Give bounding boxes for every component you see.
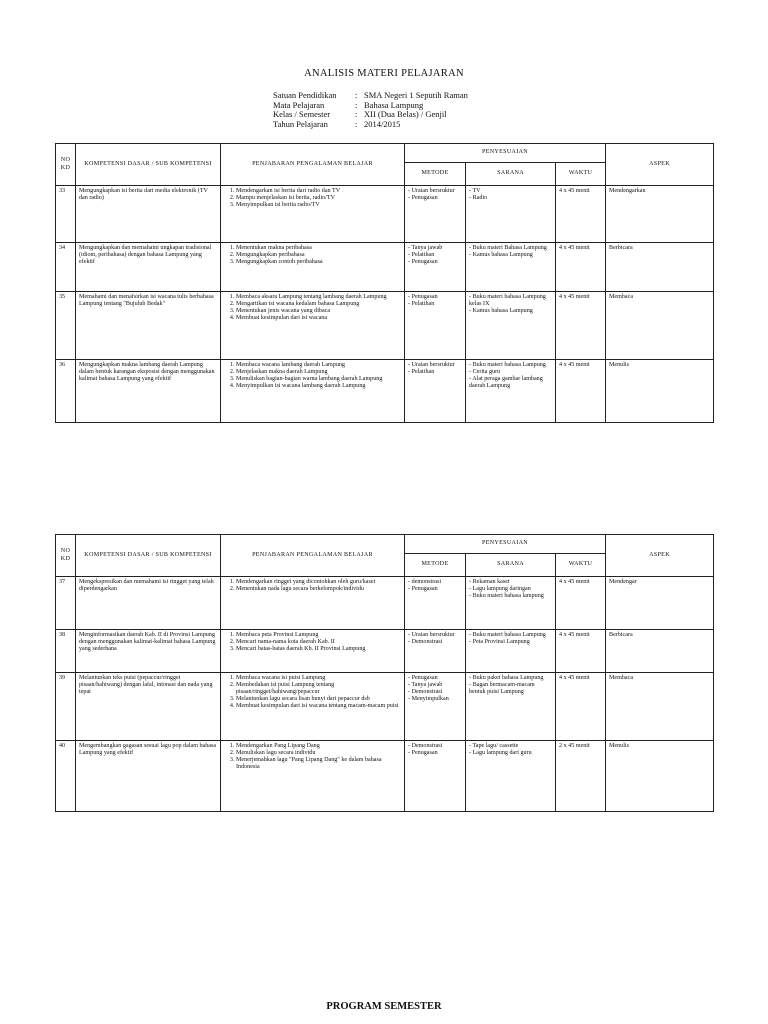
- header-waktu: WAKTU: [556, 554, 606, 577]
- meta-value: 2014/2015: [364, 118, 401, 129]
- sarana-item: - Buku materi bahasa Lampung: [469, 362, 552, 369]
- metode-item: - Penugasan: [408, 294, 462, 301]
- metode-item: - Penugasan: [408, 195, 462, 202]
- metode-cell: [405, 630, 466, 673]
- penjabaran-item: 2. Mampu menjelaskan isi berita, radio/TV: [236, 195, 401, 202]
- footer-heading: PROGRAM SEMESTER: [326, 1001, 442, 1012]
- kd-text: Mengungkapkan makna lambang daerah Lampung dalam bentuk karangan eksposisi dengan menggunakan kalimat bahasa Lampung yang efektif: [76, 360, 221, 423]
- kd-number: 38: [56, 630, 76, 673]
- sarana-item: - Lagu lampung dari guru: [469, 750, 552, 757]
- meta-separator: :: [355, 109, 358, 120]
- table-row: [56, 741, 714, 812]
- metode-cell: [405, 577, 466, 630]
- sarana-item: - Bagan bermacam-macam bentuk puisi Lampung: [469, 682, 552, 696]
- metode-item: - Menyimpulkan: [408, 696, 462, 703]
- metode-item: - Pelatihan: [408, 301, 462, 308]
- kd-text: Menginformasikan daerah Kab. II di Provinsi Lampung dengan menggunakan kalimat-kalimat bahasa Lampung yang sederhana: [76, 630, 221, 673]
- metode-cell: [405, 292, 466, 360]
- aspek-cell: Berbicara: [606, 243, 714, 292]
- penjabaran-item: 2. Mengungkapkan peribahasa: [236, 252, 401, 259]
- aspek-cell: Mendengar: [606, 577, 714, 630]
- metode-item: - Penugasan: [408, 586, 462, 593]
- waktu-cell: 4 x 45 menit: [556, 360, 606, 423]
- metode-cell: [405, 673, 466, 741]
- sarana-cell: [466, 243, 556, 292]
- sarana-cell: [466, 186, 556, 243]
- metode-item: - Demonstrasi: [408, 743, 462, 750]
- meta-row-tahun: [273, 120, 468, 130]
- penjabaran-item: 2. Menuliskan lagu secara individu: [236, 750, 401, 757]
- header-kompetensi: KOMPETENSI DASAR / SUB KOMPETENSI: [76, 144, 221, 186]
- penjabaran-item: 4. Membuat kesimpulan dari isi wacana tentang macam-macam puisi: [236, 703, 401, 710]
- waktu-cell: 4 x 45 menit: [556, 673, 606, 741]
- penjabaran-item: 1. Menentukan makna peribahasa: [236, 245, 401, 252]
- table-body: [56, 577, 714, 812]
- penjabaran-item: 4. Menyimpulkan isi wacana lambang daerah Lampung: [236, 383, 401, 390]
- metode-item: - Tanya jawab: [408, 245, 462, 252]
- table-row: [56, 292, 714, 360]
- metode-item: - Pelatihan: [408, 252, 462, 259]
- metode-item: - Uraian bersruktur: [408, 362, 462, 369]
- kd-number: 39: [56, 673, 76, 741]
- meta-value: Bahasa Lampung: [364, 99, 424, 110]
- penjabaran-cell: [221, 673, 405, 741]
- header-metode: METODE: [405, 163, 466, 186]
- analysis-table-1: [55, 143, 714, 423]
- penjabaran-cell: [221, 186, 405, 243]
- metode-item: - Penugasan: [408, 750, 462, 757]
- metode-item: - Demonstrasi: [408, 639, 462, 646]
- page-title: ANALISIS MATERI PELAJARAN: [304, 68, 464, 79]
- meta-label: Tahun Pelajaran: [273, 118, 328, 129]
- sarana-cell: [466, 292, 556, 360]
- header-penjabaran: PENJABARAN PENGALAMAN BELAJAR: [221, 144, 405, 186]
- penjabaran-cell: [221, 243, 405, 292]
- kd-text: Mengekspresikan dan memahami isi ringget yang telah diperdengarkan: [76, 577, 221, 630]
- kd-number: 37: [56, 577, 76, 630]
- aspek-cell: Mendengarkan: [606, 186, 714, 243]
- metode-item: - demonstrasi: [408, 579, 462, 586]
- sarana-item: - Alat peraga gambar lambang daerah Lampung: [469, 376, 552, 390]
- waktu-cell: 4 x 45 menit: [556, 186, 606, 243]
- metode-item: - Tanya jawab: [408, 682, 462, 689]
- aspek-cell: Membaca: [606, 292, 714, 360]
- header-penyesuaian: PENYESUAIAN: [405, 144, 606, 163]
- sarana-item: - Rekaman kaset: [469, 579, 552, 586]
- meta-label: Kelas / Semester: [273, 109, 331, 120]
- meta-label: Mata Pelajaran: [273, 99, 325, 110]
- metode-item: - Uraian bersruktur: [408, 188, 462, 195]
- header-penjabaran: PENJABARAN PENGALAMAN BELAJAR: [221, 535, 405, 577]
- penjabaran-item: 1. Mendengarkan Pang Lipang Dang: [236, 743, 401, 750]
- sarana-item: - Kamus bahasa Lampung: [469, 308, 552, 315]
- header-sarana: SARANA: [466, 554, 556, 577]
- kd-number: 35: [56, 292, 76, 360]
- metode-cell: [405, 186, 466, 243]
- penjabaran-cell: [221, 630, 405, 673]
- aspek-cell: Membaca: [606, 673, 714, 741]
- sarana-item: - Kamus bahasa Lampung: [469, 252, 552, 259]
- analysis-table-2: [55, 534, 714, 812]
- waktu-cell: 4 x 45 menit: [556, 243, 606, 292]
- penjabaran-item: 3. Menyimpulkan isi berita radio/TV: [236, 202, 401, 209]
- sarana-item: - Buku materi bahasa lampung: [469, 593, 552, 600]
- header-no-kd: NO KD: [56, 535, 76, 577]
- metode-cell: [405, 741, 466, 812]
- table-header: [56, 535, 714, 577]
- penjabaran-item: 1. Mendengarkan ringget yang dicontohkan oleh guru/kaset: [236, 579, 401, 586]
- penjabaran-item: 3. Menuliskan bagian-bagian warna lambang daerah Lampung: [236, 376, 401, 383]
- waktu-cell: 2 x 45 menit: [556, 741, 606, 812]
- table-row: [56, 630, 714, 673]
- header-kompetensi: KOMPETENSI DASAR / SUB KOMPETENSI: [76, 535, 221, 577]
- table-row: [56, 186, 714, 243]
- header-aspek: ASPEK: [606, 535, 714, 577]
- sarana-cell: [466, 630, 556, 673]
- meta-label: Satuan Pendidikan: [273, 90, 337, 100]
- kd-number: 33: [56, 186, 76, 243]
- header-sarana: SARANA: [466, 163, 556, 186]
- sarana-item: - Buku paket bahasa Lampung: [469, 675, 552, 682]
- aspek-cell: Menulis: [606, 360, 714, 423]
- table-row: [56, 243, 714, 292]
- metode-item: - Penugasan: [408, 675, 462, 682]
- meta-separator: :: [355, 118, 358, 129]
- penjabaran-item: 2. Membedakan isi puisi Lampung tentang pisaan/ringget/hahiwang/pepaccur: [236, 682, 401, 696]
- penjabaran-cell: [221, 360, 405, 423]
- kd-number: 34: [56, 243, 76, 292]
- kd-text: Mengembangkan gagasan sesuai lagu pop dalam bahasa Lampung yang efektif: [76, 741, 221, 812]
- header-waktu: WAKTU: [556, 163, 606, 186]
- meta-value: SMA Negeri 1 Seputih Raman: [364, 90, 468, 100]
- meta-separator: :: [355, 90, 358, 100]
- sarana-item: - Buku materi bahasa Lampung: [469, 632, 552, 639]
- penjabaran-item: 1. Membaca wacana isi puisi Lampung: [236, 675, 401, 682]
- header-no-kd: NO KD: [56, 144, 76, 186]
- penjabaran-item: 3. Melantunkan lagu secara lisan bunyi dari pepaccur dsb: [236, 696, 401, 703]
- penjabaran-item: 4. Membuat kesimpulan dari isi wacana: [236, 315, 401, 322]
- penjabaran-item: 3. Menentukan jenis wacana yang dibaca: [236, 308, 401, 315]
- sarana-item: - TV: [469, 188, 552, 195]
- penjabaran-item: 2. Menentukan nada lagu secara berkelompok/individu: [236, 586, 401, 593]
- table-header: [56, 144, 714, 186]
- metode-item: - Uraian bersruktur: [408, 632, 462, 639]
- metode-item: - Pelatihan: [408, 369, 462, 376]
- document-meta: [273, 91, 468, 129]
- penjabaran-item: 1. Mendengarkan isi berita dari radio dan TV: [236, 188, 401, 195]
- meta-value: XII (Dua Belas) / Genjil: [364, 109, 447, 120]
- aspek-cell: Berbicara: [606, 630, 714, 673]
- table-row: [56, 360, 714, 423]
- penjabaran-cell: [221, 292, 405, 360]
- sarana-item: - Cerita guru: [469, 369, 552, 376]
- header-aspek: ASPEK: [606, 144, 714, 186]
- table-row: [56, 673, 714, 741]
- penjabaran-cell: [221, 577, 405, 630]
- sarana-item: - Tape lagu/ cassette: [469, 743, 552, 750]
- sarana-item: - Buku materi Bahasa Lampung: [469, 245, 552, 252]
- header-metode: METODE: [405, 554, 466, 577]
- table-row: [56, 577, 714, 630]
- aspek-cell: Menulis: [606, 741, 714, 812]
- sarana-cell: [466, 577, 556, 630]
- penjabaran-cell: [221, 741, 405, 812]
- penjabaran-item: 1. Membaca peta Provinsi Lampung: [236, 632, 401, 639]
- waktu-cell: 4 x 45 menit: [556, 292, 606, 360]
- penjabaran-item: 1. Membaca aksara Lampung tentang lambang daerah Lampung: [236, 294, 401, 301]
- metode-item: - Penugasan: [408, 259, 462, 266]
- waktu-cell: 4 x 45 menit: [556, 577, 606, 630]
- sarana-cell: [466, 741, 556, 812]
- metode-item: - Demonstrasi: [408, 689, 462, 696]
- penjabaran-item: 3. Mencari batas-batas daerah Kb. II Provinsi Lampung: [236, 646, 401, 653]
- table-body: [56, 186, 714, 423]
- penjabaran-item: 3. Menerjemahkan lagu "Pang Lipang Dang" ke dalam bahasa Indonesia: [236, 757, 401, 771]
- sarana-item: - Peta Provinsi Lampung: [469, 639, 552, 646]
- kd-text: Melantunkan teks puisi (pepaccur/ringget pisaan/hahiwang) dengan lafal, intonasi dan nada yang tepat: [76, 673, 221, 741]
- sarana-cell: [466, 673, 556, 741]
- header-penyesuaian: PENYESUAIAN: [405, 535, 606, 554]
- penjabaran-item: 3. Mengungkapkan contoh peribahasa: [236, 259, 401, 266]
- penjabaran-item: 2. Menjelaskan makna daerah Lampung: [236, 369, 401, 376]
- sarana-item: - Lagu lampung daringan: [469, 586, 552, 593]
- kd-text: Mengungkapkan isi berita dari media elektronik (TV dan radio): [76, 186, 221, 243]
- sarana-cell: [466, 360, 556, 423]
- kd-number: 36: [56, 360, 76, 423]
- sarana-item: - Buku materi bahasa Lampung kelas IX: [469, 294, 552, 308]
- waktu-cell: 4 x 45 menit: [556, 630, 606, 673]
- kd-text: Memahami dan menafsirkan isi wacana tulis berbahasa Lampung tentang "Bujulub Bedak": [76, 292, 221, 360]
- metode-cell: [405, 243, 466, 292]
- penjabaran-item: 1. Membaca wacana lambang daerah Lampung: [236, 362, 401, 369]
- penjabaran-item: 2. Mengartikan isi wacana kedalam bahasa Lampung: [236, 301, 401, 308]
- penjabaran-item: 2. Mencari nama-nama kota daerah Kab. II: [236, 639, 401, 646]
- metode-cell: [405, 360, 466, 423]
- kd-text: Mengungkapkan dan memahami ungkapan tradisional (idiom, peribahasa) dengan bahasa Lampung yang efektif: [76, 243, 221, 292]
- sarana-item: - Radio: [469, 195, 552, 202]
- kd-number: 40: [56, 741, 76, 812]
- meta-separator: :: [355, 99, 358, 110]
